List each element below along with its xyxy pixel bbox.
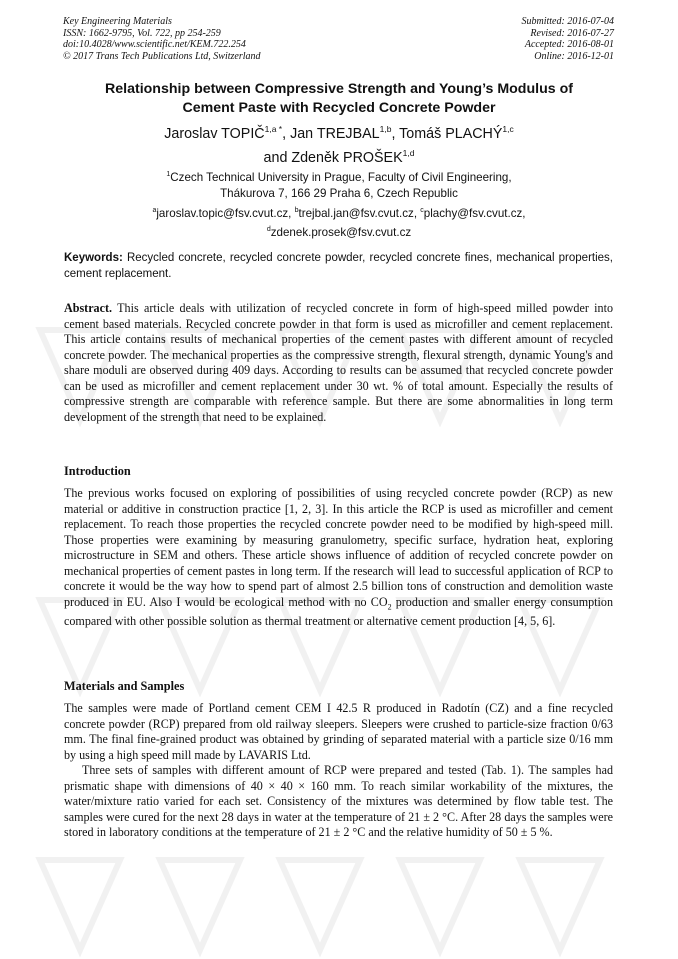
- journal-header: [63, 16, 261, 62]
- introduction-paragraph: [64, 486, 613, 630]
- author-affil-mark: 1,a *: [264, 124, 283, 134]
- affiliation: [40, 167, 638, 202]
- email-mark: b: [294, 207, 299, 214]
- author-affil-mark: 1,d: [402, 147, 415, 158]
- author-name: Jaroslav TOPIČ: [164, 125, 265, 142]
- affiliation-mark: 1: [166, 171, 171, 178]
- email-line-2: [40, 222, 638, 241]
- author-affil-mark: 1,b: [379, 124, 392, 134]
- accepted-date: Accepted: 2016-08-01: [524, 39, 614, 50]
- revised-date: Revised: 2016-07-27: [530, 27, 614, 39]
- submitted-date: Submitted: 2016-07-04: [521, 16, 614, 27]
- materials-paragraph-2: Three sets of samples with different amount of RCP were prepared and tested (Tab. 1). The samples had prismatic shape with dimensions of 40 × 40 × 160 mm. To reach similar workability of the mixtures, the water/mixture ratio varied for each set. Consistency of the mixtures was determined by flow table test. The samples were cured for the next 28 days in water at the temperature of 21 ± 2 °C. After 28 days the samples were stored in laboratory conditions at the temperature of 21 ± 2 °C and the relative humidity of 50 ± 5 %.: [64, 763, 613, 839]
- email-mark: c: [420, 207, 424, 214]
- email-address: zdenek.prosek@fsv.cvut.cz: [270, 225, 412, 239]
- email-mark: d: [266, 225, 271, 233]
- issn-line: ISSN: 1662-9795, Vol. 722, pp 254-259: [63, 27, 221, 39]
- keywords-text: Recycled concrete, recycled concrete powder, recycled concrete fines, mechanical properties, cement replacement.: [64, 252, 613, 280]
- author-separator: ,: [282, 125, 291, 142]
- title-line-1: Relationship between Compressive Strength and Young’s Modulus of: [105, 81, 573, 97]
- email-line-1: [40, 203, 638, 222]
- affiliation-line-2: Thákurova 7, 166 29 Praha 6, Czech Republic: [220, 186, 458, 200]
- email-address: jaroslav.topic@fsv.cvut.cz,: [156, 206, 295, 220]
- keywords-label: Keywords:: [64, 252, 123, 264]
- author-name: Tomáš PLACHÝ: [399, 125, 503, 142]
- author-line-1: [40, 120, 638, 144]
- dates-header: [522, 16, 615, 62]
- materials-paragraph-1: The samples were made of Portland cement CEM I 42.5 R produced in Radotín (CZ) and a fine recycled concrete powder (RCP) prepared from old railway sleepers. Sleepers were crushed to particle-size fraction 0/63 mm. The final fine-grained product was obtained by grinding of separated material with a particle size 0/16 mm by using a high speed mill made by LAVARIS Ltd.: [64, 701, 613, 762]
- co2-subscript: 2: [387, 601, 392, 611]
- materials-heading: Materials and Samples: [64, 679, 185, 693]
- journal-name: Key Engineering Materials: [63, 16, 172, 27]
- keywords: [64, 251, 613, 282]
- email-address: trejbal.jan@fsv.cvut.cz,: [298, 206, 421, 220]
- author-line-2: [40, 144, 638, 168]
- online-date: Online: 2016-12-01: [534, 50, 614, 62]
- abstract-text: This article deals with utilization of recycled concrete in form of high-speed milled powder into cement based materials. Recycled concrete powder in that form is used as microfiller and cement replacement. This article contains results of mechanical properties of the cement pastes with different amount of recycled concrete powder. The mechanical properties as the compressive strength, flexural strength, dynamic Young's and share moduli are observed during 409 days. According to results can be assumed that recycled concrete powder can be used as microfiller and cement replacement under 30 wt. % of total amount. Especially the results of compressive strength are comparable with reference sample. But there are some abnormalities in long term development of the strength that need to be explained.: [64, 301, 613, 424]
- doi-line: doi:10.4028/www.scientific.net/KEM.722.254: [63, 39, 246, 50]
- introduction-heading: Introduction: [64, 464, 131, 478]
- introduction-text-end: production and smaller energy consumption compared with other possible solution as thermal treatment or alternative cement production [4, 5, 6].: [64, 594, 613, 629]
- introduction-text: The previous works focused on exploring of possibilities of using recycled concrete powder (RCP) as new material or additive in construction practice [1, 2, 3]. In this article the RCP is used as microfiller and cement replacement. To reach those properties the recycled concrete powder need to be modified by high-speed mill. Those properties were examining by measuring granulometry, specific surface, hydration heat, exploring microstructure in SEM and others. These article shows influence of addition of recycled concrete powder on mechanical properties of cement pastes in long term. If the research will lead to successful application of RCP to concrete it would be the way how to spend part of almost 2.5 billion tons of construction and demolition waste produced in EU. Also I would be ecological method with no CO: [64, 486, 613, 609]
- affiliation-text: Czech Technical University in Prague, Faculty of Civil Engineering,: [170, 170, 512, 184]
- author-list: [40, 120, 638, 168]
- email-address: plachy@fsv.cvut.cz,: [423, 206, 526, 220]
- author-affil-mark: 1,c: [502, 124, 514, 134]
- paper-title: [40, 80, 638, 117]
- author-name: Jan TREJBAL: [290, 125, 380, 142]
- title-line-2: Cement Paste with Recycled Concrete Powder: [182, 99, 496, 116]
- abstract-label: Abstract.: [64, 301, 113, 315]
- author-conjunction: and: [263, 149, 292, 166]
- copyright-line: © 2017 Trans Tech Publications Ltd, Switzerland: [63, 50, 261, 62]
- affiliation-line-1: [40, 167, 638, 186]
- email-list: [40, 203, 638, 241]
- author-name: Zdeněk PROŠEK: [291, 149, 403, 166]
- abstract: [64, 301, 613, 425]
- author-separator: ,: [391, 125, 400, 142]
- email-mark: a: [152, 207, 157, 214]
